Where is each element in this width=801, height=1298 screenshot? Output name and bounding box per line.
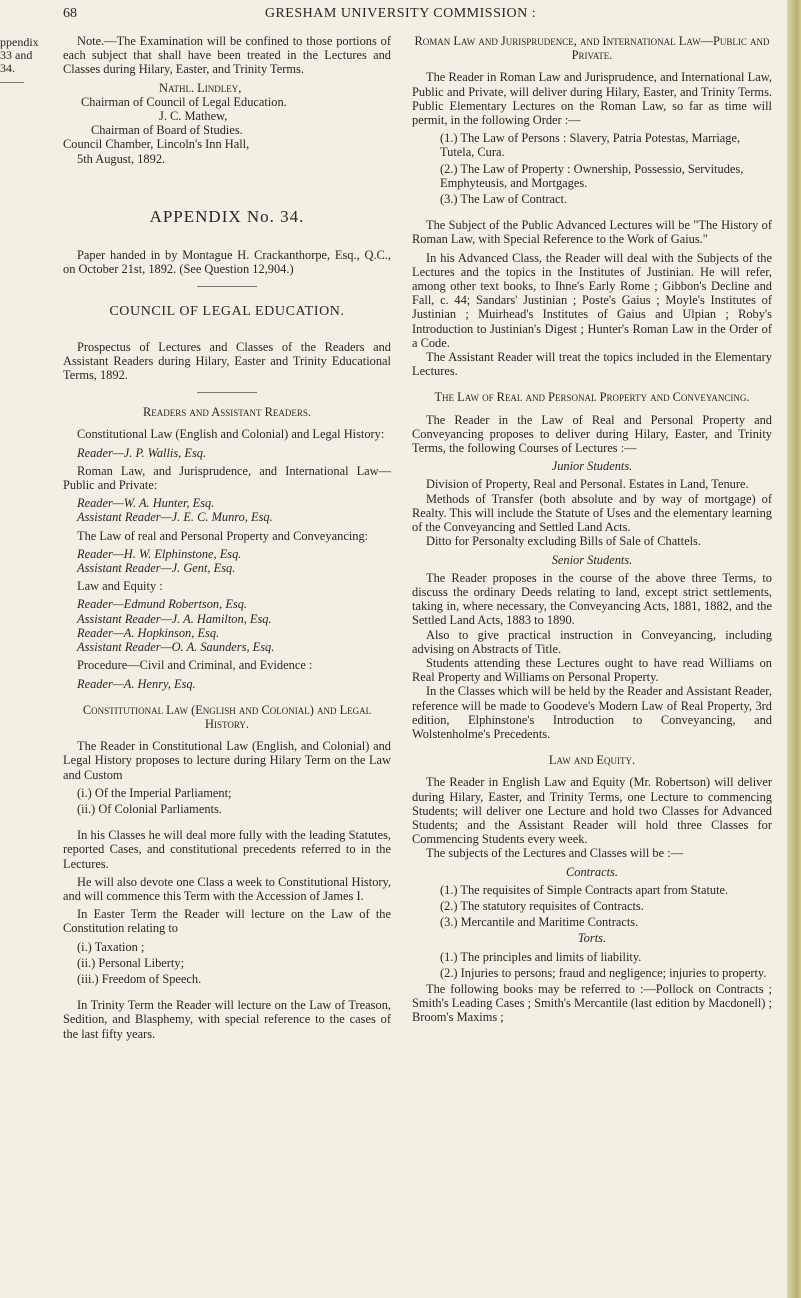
subject-3-assistant: Assistant Reader—J. Gent, Esq. [77, 561, 236, 576]
page-number: 68 [63, 6, 77, 21]
signatory-2-name: J. C. Mathew, [159, 109, 228, 124]
subject-3: The Law of real and Personal Property and Conveyancing: [77, 528, 369, 543]
books-paragraph: The following books may be referred to :—Pollock on Contracts ; Smith's Leading Cases ; Smith's Mercantile (last edition by Macdonell) ; Broom's Maxims ; [412, 981, 772, 1025]
constitutional-list-1 [63, 786, 391, 816]
page-edge [787, 0, 801, 1298]
junior-paragraph-2: Methods of Transfer (both absolute and by way of mortgage) of Realty. This will include the Statute of Uses and the elementary learning of the Conveyancing and Settled Land Acts. [412, 491, 772, 535]
divider [197, 392, 257, 393]
subject-2-reader: Reader—W. A. Hunter, Esq. [77, 496, 215, 511]
list-item: (i.) Of the Imperial Parliament; [77, 785, 232, 800]
margin-line-1: ppendix [0, 35, 39, 49]
list-item: (1.) The requisites of Simple Contracts apart from Statute. [440, 882, 729, 897]
constitutional-heading: Constitutional Law (English and Colonial) and Legal History. [82, 702, 372, 731]
note-paragraph: Note.—The Examination will be confined to those portions of each subject that shall have been treated in the Lectures and Classes during Hilary, Easter, and Trinity Terms. [63, 34, 391, 77]
real-property-heading: The Law of Real and Personal Property and Conveyancing. [434, 390, 750, 405]
subject-5-reader: Reader—A. Henry, Esq. [77, 676, 196, 691]
list-item: (3.) Mercantile and Maritime Contracts. [440, 915, 639, 930]
signatory-1-role: Chairman of Council of Legal Education. [81, 94, 287, 109]
law-paragraph-2: The subjects of the Lectures and Classes will be :— [426, 846, 684, 861]
law-equity-heading: Law and Equity. [548, 753, 636, 768]
roman-paragraph-1: The Reader in Roman Law and Jurisprudence, and International Law, Public and Private, will deliver during Hilary, Easter, and Trinity Terms. Public Elementary Lectures on the Roman Law, so far as time will permit, in the following Order :— [412, 70, 772, 128]
signatory-1-name: Nathl. Lindley, [159, 80, 242, 95]
roman-paragraph-2: The Subject of the Public Advanced Lectures will be "The History of Roman Law, with Special Reference to the Work of Gaius." [412, 218, 772, 247]
subject-4-reader: Reader—Edmund Robertson, Esq. [77, 597, 248, 612]
constitutional-paragraph-4: In Easter Term the Reader will lecture on the Law of the Constitution relating to [63, 907, 391, 936]
subject-4-reader-2: Reader—A. Hopkinson, Esq. [77, 625, 220, 640]
constitutional-list-2 [63, 940, 391, 987]
list-item: (iii.) Freedom of Speech. [77, 971, 202, 986]
roman-law-heading: Roman Law and Jurisprudence, and International Law—Public and Private. [414, 34, 770, 63]
senior-paragraph-3: Students attending these Lectures ought to have read Williams on Real Property and Williams on Personal Property. [412, 655, 772, 685]
subject-4-assistant-2: Assistant Reader—O. A. Saunders, Esq. [77, 640, 275, 655]
law-paragraph-1: The Reader in English Law and Equity (Mr. Robertson) will deliver during Hilary, Easter, and Trinity Terms, one Lecture to commencing Students; will deliver one Lecture and hold two Classes for Advanced Students; and the Assistant Reader will hold three Classes for Commencing Students every week. [412, 775, 772, 847]
list-item: (3.) The Law of Contract. [440, 192, 568, 207]
subject-3-reader: Reader—H. W. Elphinstone, Esq. [77, 546, 242, 561]
paper-handed-in: Paper handed in by Montague H. Crackanthorpe, Esq., Q.C., on October 21st, 1892. (See Question 12,904.) [63, 248, 391, 277]
list-item: (1.) The Law of Persons : Slavery, Patria Potestas, Marriage, Tutela, Cura. [440, 131, 741, 160]
senior-paragraph-1: The Reader proposes in the course of the above three Terms, to discuss the ordinary Deeds relating to land, except strict settlements, taking in, where necessary, the Conveyancing Acts, 1881, 1882, and the Settled Land Acts, 1883 to 1890. [412, 570, 772, 628]
constitutional-paragraph-2: In his Classes he will deal more fully with the leading Statutes, reported Cases, and constitutional precedents referred to in the Lectures. [63, 828, 391, 871]
signature-date: 5th August, 1892. [77, 151, 166, 166]
right-column [412, 34, 772, 1029]
council-title: COUNCIL OF LEGAL EDUCATION. [109, 304, 345, 320]
constitutional-paragraph-3: He will also devote one Class a week to Constitutional History, and will commence this Term with the Accession of James I. [63, 874, 391, 903]
junior-paragraph-1: Division of Property, Real and Personal. Estates in Land, Tenure. [426, 477, 749, 492]
constitutional-paragraph-1: The Reader in Constitutional Law (English, and Colonial) and Legal History proposes to lecture during Hilary Term on the Law and Custom [63, 739, 391, 782]
subject-1-reader: Reader—J. P. Wallis, Esq. [77, 445, 207, 460]
list-item: (2.) The Law of Property : Ownership, Possessio, Servitudes, Emphyteusis, and Mortgages. [440, 161, 744, 190]
torts-heading: Torts. [577, 931, 607, 946]
subject-5: Procedure—Civil and Criminal, and Evidence : [77, 658, 313, 673]
subject-4-assistant: Assistant Reader—J. A. Hamilton, Esq. [77, 611, 272, 626]
appendix-title: APPENDIX No. 34. [149, 206, 305, 226]
constitutional-paragraph-5: In Trinity Term the Reader will lecture on the Law of Treason, Sedition, and Blasphemy, with special reference to the cases of the last fifty years. [63, 998, 391, 1041]
left-column [63, 34, 391, 1045]
list-item: (ii.) Personal Liberty; [77, 955, 185, 970]
margin-note [0, 36, 46, 88]
readers-heading: Readers and Assistant Readers. [143, 405, 311, 420]
divider [197, 286, 257, 287]
signatory-2-role: Chairman of Board of Studies. [91, 123, 243, 138]
list-item: (2.) Injuries to persons; fraud and negligence; injuries to property. [440, 965, 767, 980]
subject-1: Constitutional Law (English and Colonial) and Legal History: [77, 427, 385, 442]
margin-line-2: 33 and 34. [0, 48, 33, 75]
senior-students-heading: Senior Students. [551, 552, 633, 567]
roman-list [412, 131, 772, 206]
margin-line-3: —— [0, 74, 24, 88]
list-item: (i.) Taxation ; [77, 939, 145, 954]
list-item: (2.) The statutory requisites of Contracts. [440, 898, 644, 913]
subject-4: Law and Equity : [77, 579, 163, 594]
running-header: GRESHAM UNIVERSITY COMMISSION : [264, 6, 537, 21]
subject-2-assistant: Assistant Reader—J. E. C. Munro, Esq. [77, 510, 273, 525]
list-item: (1.) The principles and limits of liability. [440, 949, 642, 964]
junior-students-heading: Junior Students. [551, 459, 633, 474]
contracts-list [412, 883, 772, 930]
roman-paragraph-3: In his Advanced Class, the Reader will deal with the Subjects of the Lectures and the topics in the Institutes of Justinian. He will refer, among other text books, to Ihne's Early Rome ; Gibbon's Decline and Fall, c. 44; Sandars' Justinian ; Poste's Gaius ; Moyle's Institutes of Justinian ; Muirhead's Institutes of Gaius and Ulpian ; Roby's Introduction to Justinian's Digest ; Hunter's Roman Law in the Order of a Code. [412, 250, 772, 350]
senior-paragraph-4: In the Classes which will be held by the Reader and Assistant Reader, reference will be made to Goodeve's Modern Law of Real Property, 3rd edition, Elphinstone's Introduction to Conveyancing, and Wolstenholme's Precedents. [412, 684, 772, 741]
real-paragraph-1: The Reader in the Law of Real and Personal Property and Conveyancing proposes to deliver during Hilary, Easter, and Trinity Terms, the following Courses of Lectures :— [412, 412, 772, 456]
contracts-heading: Contracts. [566, 864, 618, 879]
signature-place: Council Chamber, Lincoln's Inn Hall, [63, 137, 250, 152]
list-item: (ii.) Of Colonial Parliaments. [77, 801, 222, 816]
senior-paragraph-2: Also to give practical instruction in Conveyancing, including advising on Abstracts of Title. [412, 627, 772, 656]
junior-paragraph-3: Ditto for Personalty excluding Bills of Sale of Chattels. [426, 534, 701, 549]
subject-2: Roman Law, and Jurisprudence, and International Law—Public and Private: [63, 463, 391, 493]
torts-list [412, 950, 772, 980]
prospectus-paragraph: Prospectus of Lectures and Classes of the Readers and Assistant Readers during Hilary, Easter and Trinity Educational Terms, 1892. [63, 339, 391, 383]
roman-paragraph-4: The Assistant Reader will treat the topics included in the Elementary Lectures. [412, 350, 772, 379]
